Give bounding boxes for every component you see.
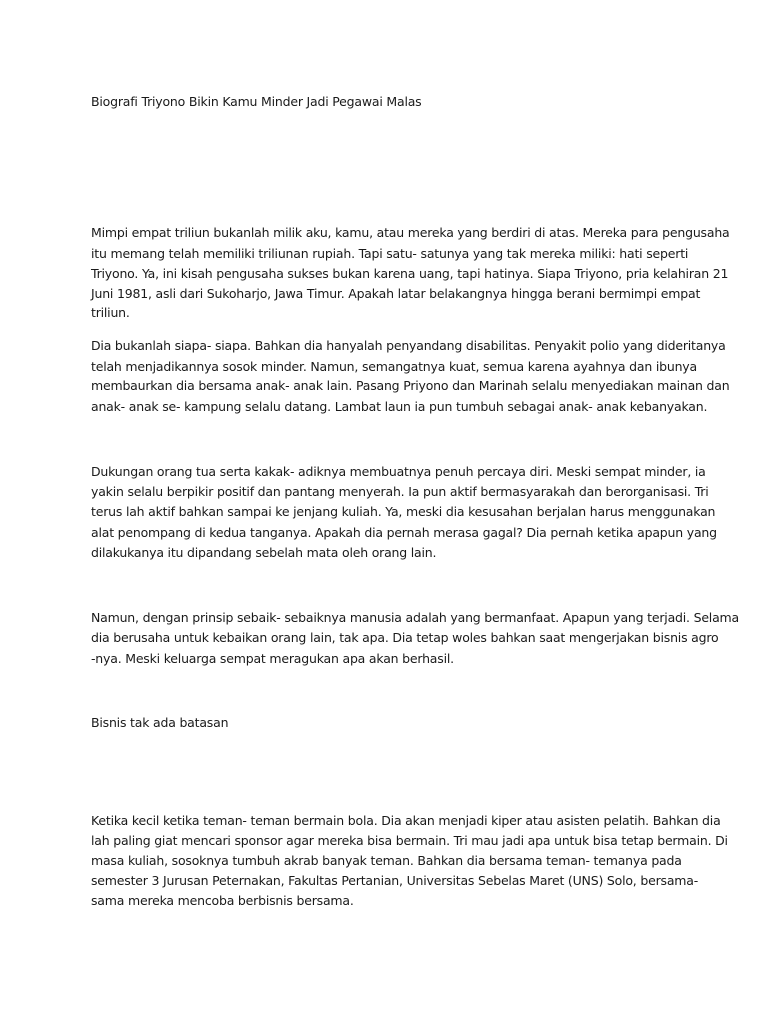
- paragraph-line: alat penompang di kedua tanganya. Apakah dia pernah merasa gagal? Dia pernah ketika apapun yang: [91, 525, 717, 540]
- paragraph-line: yakin selalu berpikir positif dan pantang menyerah. Ia pun aktif bermasyarakah dan berorganisasi. Tri: [91, 484, 709, 499]
- paragraph-line: anak- anak se- kampung selalu datang. Lambat laun ia pun tumbuh sebagai anak- anak kebanyakan.: [91, 399, 708, 414]
- paragraph-line: Juni 1981, asli dari Sukoharjo, Jawa Timur. Apakah latar belakangnya hingga berani bermimpi empat: [91, 286, 701, 301]
- paragraph-line: terus lah aktif bahkan sampai ke jenjang kuliah. Ya, meski dia kesusahan berjalan harus menggunakan: [91, 504, 716, 519]
- paragraph-line: Dia bukanlah siapa- siapa. Bahkan dia hanyalah penyandang disabilitas. Penyakit polio yang dideritanya: [91, 338, 726, 353]
- paragraph-line: Triyono. Ya, ini kisah pengusaha sukses bukan karena uang, tapi hatinya. Siapa Triyono, pria kelahiran 21: [91, 266, 729, 281]
- paragraph-line: dilakukanya itu dipandang sebelah mata oleh orang lain.: [91, 545, 437, 560]
- paragraph-line: telah menjadikannya sosok minder. Namun, semangatnya kuat, semua karena ayahnya dan ibunya: [91, 359, 697, 374]
- paragraph-line: -nya. Meski keluarga sempat meragukan apa akan berhasil.: [91, 651, 454, 666]
- paragraph-line: Dukungan orang tua serta kakak- adiknya membuatnya penuh percaya diri. Meski sempat minder, ia: [91, 464, 706, 479]
- paragraph-line: dia berusaha untuk kebaikan orang lain, tak apa. Dia tetap woles bahkan saat mengerjakan bisnis agro: [91, 630, 719, 645]
- paragraph-line: membaurkan dia bersama anak- anak lain. Pasang Priyono dan Marinah selalu menyediakan mainan dan: [91, 378, 730, 393]
- paragraph-line: semester 3 Jurusan Peternakan, Fakultas Pertanian, Universitas Sebelas Maret (UNS) Solo, bersama-: [91, 873, 699, 888]
- paragraph-line: Mimpi empat triliun bukanlah milik aku, kamu, atau mereka yang berdiri di atas. Mereka para pengusaha: [91, 225, 730, 240]
- document-title: Biografi Triyono Bikin Kamu Minder Jadi Pegawai Malas: [91, 94, 422, 109]
- paragraph-line: Namun, dengan prinsip sebaik- sebaiknya manusia adalah yang bermanfaat. Apapun yang terjadi. Selama: [91, 610, 739, 625]
- paragraph-line: itu memang telah memiliki triliunan rupiah. Tapi satu- satunya yang tak mereka miliki: hati seperti: [91, 246, 689, 261]
- paragraph-line: sama mereka mencoba berbisnis bersama.: [91, 893, 354, 908]
- section-heading: Bisnis tak ada batasan: [91, 715, 229, 730]
- paragraph-line: triliun.: [91, 305, 130, 320]
- paragraph-line: masa kuliah, sosoknya tumbuh akrab banyak teman. Bahkan dia bersama teman- temanya pada: [91, 853, 682, 868]
- paragraph-line: lah paling giat mencari sponsor agar mereka bisa bermain. Tri mau jadi apa untuk bisa tetap bermain. Di: [91, 833, 728, 848]
- paragraph-line: Ketika kecil ketika teman- teman bermain bola. Dia akan menjadi kiper atau asisten pelatih. Bahkan dia: [91, 813, 721, 828]
